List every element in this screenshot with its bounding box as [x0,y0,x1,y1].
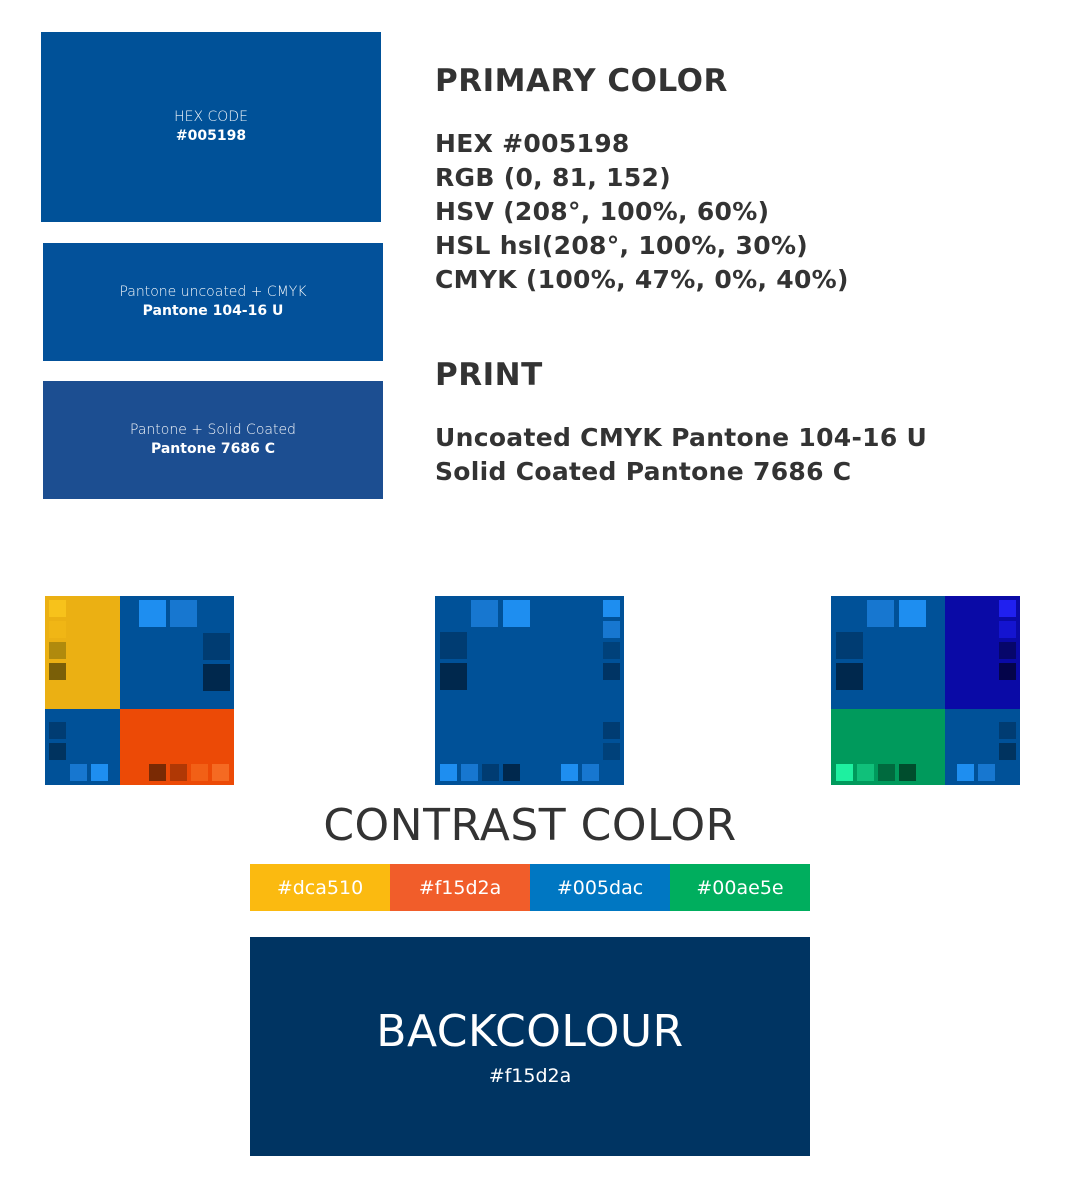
shade-square [203,664,230,691]
shade-square [836,632,863,659]
shade-square [878,764,895,781]
pattern-tile-indigo-green [831,596,1020,785]
shade-square [999,642,1016,659]
contrast-chip-yellow: #dca510 [250,864,390,911]
shade-square [603,663,620,680]
tint-square [978,764,995,781]
pantone-coated-label: Pantone + Solid Coated [130,422,296,438]
tint-square [461,764,478,781]
primary-color-heading: PRIMARY COLOR [435,63,728,99]
tint-square [139,600,166,627]
pantone-uncoated-label: Pantone uncoated + CMYK [119,284,307,300]
tint-square [899,600,926,627]
shade-square [49,743,66,760]
shade-square [999,722,1016,739]
shade-square [203,633,230,660]
backcolour-panel [250,937,810,1156]
shade-square [999,663,1016,680]
shade-square [999,743,1016,760]
tint-square [503,600,530,627]
rgb-line: RGB (0, 81, 152) [435,163,671,192]
pantone-coated-swatch [43,381,383,499]
tint-square [191,764,208,781]
hex-code-label: HEX CODE [174,109,248,125]
hex-code-swatch [41,32,381,222]
hex-code-value: #005198 [175,128,247,144]
tint-square [603,600,620,617]
shade-square [899,764,916,781]
cmyk-line: CMYK (100%, 47%, 0%, 40%) [435,265,849,294]
tint-square [49,621,66,638]
contrast-chip-blue: #005dac [530,864,670,911]
contrast-color-heading: CONTRAST COLOR [323,800,737,851]
shade-square [440,632,467,659]
shade-square [603,743,620,760]
pantone-coated-value: Pantone 7686 C [150,441,276,457]
tint-square [49,600,66,617]
shade-square [49,642,66,659]
tint-square [836,764,853,781]
tint-square [170,600,197,627]
shade-square [482,764,499,781]
shade-square [49,663,66,680]
tint-square [957,764,974,781]
tint-square [603,621,620,638]
tint-square [857,764,874,781]
backcolour-value: #f15d2a [488,1065,572,1087]
shade-square [603,642,620,659]
tint-square [91,764,108,781]
print-coated-line: Solid Coated Pantone 7686 C [435,457,852,486]
contrast-color-strip [250,864,810,911]
hex-line: HEX #005198 [435,129,630,158]
print-heading: PRINT [435,357,543,393]
tint-square [867,600,894,627]
tint-square [471,600,498,627]
shade-square [170,764,187,781]
shade-square [603,722,620,739]
backcolour-title: BACKCOLOUR [376,1006,684,1057]
shade-square [49,722,66,739]
tint-square [70,764,87,781]
contrast-chip-orange: #f15d2a [390,864,530,911]
contrast-chip-green: #00ae5e [670,864,810,911]
primary-color-specs [435,127,849,297]
pattern-tile-blue [435,596,624,785]
tint-square [561,764,578,781]
print-specs [435,421,927,489]
tint-square [999,600,1016,617]
hsv-line: HSV (208°, 100%, 60%) [435,197,770,226]
tint-square [440,764,457,781]
hsl-line: HSL hsl(208°, 100%, 30%) [435,231,809,260]
tint-square [212,764,229,781]
shade-square [149,764,166,781]
tint-square [999,621,1016,638]
shade-square [836,663,863,690]
shade-square [440,663,467,690]
pantone-uncoated-swatch [43,243,383,361]
pattern-tile-yellow-orange [45,596,234,785]
pantone-uncoated-value: Pantone 104-16 U [142,303,284,319]
print-uncoated-line: Uncoated CMYK Pantone 104-16 U [435,423,928,452]
shade-square [503,764,520,781]
tint-square [582,764,599,781]
